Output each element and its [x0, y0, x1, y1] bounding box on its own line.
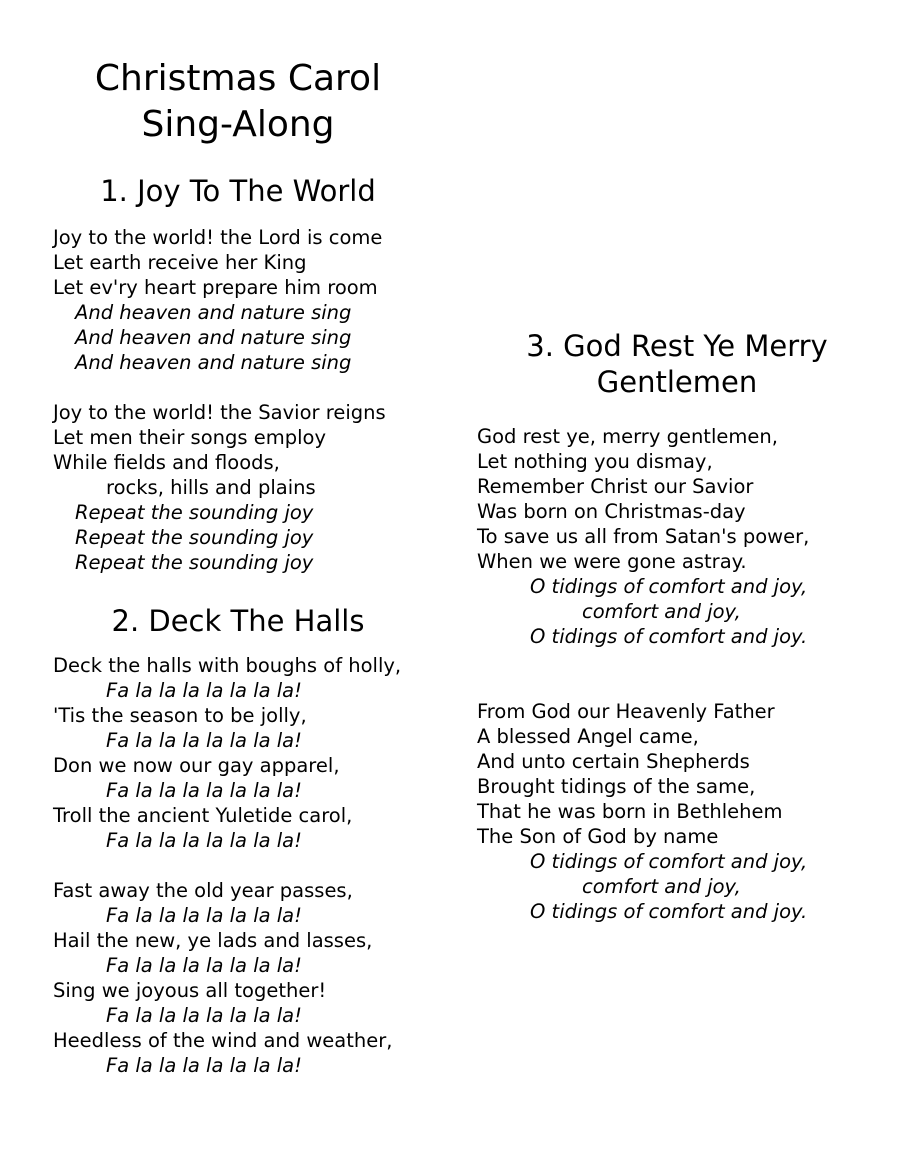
refrain-line: Fa la la la la la la la! [106, 729, 302, 752]
refrain-line: O tidings of comfort and joy, [530, 575, 808, 598]
refrain-line: And heaven and nature sing [75, 326, 352, 349]
refrain-line: And heaven and nature sing [75, 351, 352, 374]
lyric-line: A blessed Angel came, [477, 725, 699, 748]
song-title-line1: 3. God Rest Ye Merry [526, 329, 828, 363]
verse [53, 400, 386, 575]
lyric-line: Heedless of the wind and weather, [53, 1029, 393, 1052]
page-title-line2: Sing-Along [141, 104, 335, 145]
lyric-line: Sing we joyous all together! [53, 979, 327, 1002]
song-title-god-rest-ye-merry-gentlemen [447, 328, 900, 400]
lyric-line: When we were gone astray. [477, 550, 747, 573]
lyric-line: That he was born in Bethlehem [477, 800, 783, 823]
song-title-line2: Gentlemen [596, 365, 758, 399]
lyric-line: Let men their songs employ [53, 426, 326, 449]
refrain-line: O tidings of comfort and joy, [530, 850, 808, 873]
page-title-line1: Christmas Carol [94, 58, 382, 99]
lyric-line: Was born on Christmas-day [477, 500, 746, 523]
lyric-line: To save us all from Satan's power, [477, 525, 810, 548]
refrain-line: Fa la la la la la la la! [106, 1054, 302, 1077]
refrain-line: Fa la la la la la la la! [106, 779, 302, 802]
lyric-line: Joy to the world! the Lord is come [53, 226, 383, 249]
lyric-line: Troll the ancient Yuletide carol, [53, 804, 353, 827]
song-title-deck-the-halls: 2. Deck The Halls [111, 604, 365, 638]
lyric-line: Brought tidings of the same, [477, 775, 756, 798]
verse [53, 878, 392, 1078]
refrain-line: Fa la la la la la la la! [106, 954, 302, 977]
lyric-line: While fields and floods, [53, 451, 280, 474]
lyric-line: Fast away the old year passes, [53, 879, 353, 902]
refrain-line: comfort and joy, [582, 875, 741, 898]
verse [477, 424, 809, 649]
verse [477, 699, 807, 924]
lyric-line: Let earth receive her King [53, 251, 307, 274]
lyric-line: And unto certain Shepherds [477, 750, 750, 773]
page-title [53, 56, 423, 148]
verse [53, 653, 401, 853]
refrain-line: Fa la la la la la la la! [106, 679, 302, 702]
refrain-line: comfort and joy, [582, 600, 741, 623]
lyric-line: Deck the halls with boughs of holly, [53, 654, 402, 677]
lyric-line: 'Tis the season to be jolly, [53, 704, 307, 727]
refrain-line: O tidings of comfort and joy. [530, 900, 808, 923]
verse [53, 225, 382, 375]
refrain-line: Repeat the sounding joy [75, 526, 314, 549]
lyric-line: Let nothing you dismay, [477, 450, 713, 473]
lyric-line: Let ev'ry heart prepare him room [53, 276, 378, 299]
lyric-line: The Son of God by name [477, 825, 719, 848]
lyric-line: From God our Heavenly Father [477, 700, 775, 723]
lyric-line: Hail the new, ye lads and lasses, [53, 929, 373, 952]
refrain-line: Fa la la la la la la la! [106, 829, 302, 852]
refrain-line: Repeat the sounding joy [75, 551, 314, 574]
lyric-line: Don we now our gay apparel, [53, 754, 340, 777]
lyric-line: God rest ye, merry gentlemen, [477, 425, 778, 448]
lyric-line: Remember Christ our Savior [477, 475, 754, 498]
refrain-line: O tidings of comfort and joy. [530, 625, 808, 648]
refrain-line: Fa la la la la la la la! [106, 1004, 302, 1027]
lyric-line: Joy to the world! the Savior reigns [53, 401, 386, 424]
song-title-joy-to-the-world: 1. Joy To The World [100, 174, 376, 208]
refrain-line: Repeat the sounding joy [75, 501, 314, 524]
lyric-line: rocks, hills and plains [106, 476, 316, 499]
refrain-line: Fa la la la la la la la! [106, 904, 302, 927]
refrain-line: And heaven and nature sing [75, 301, 352, 324]
